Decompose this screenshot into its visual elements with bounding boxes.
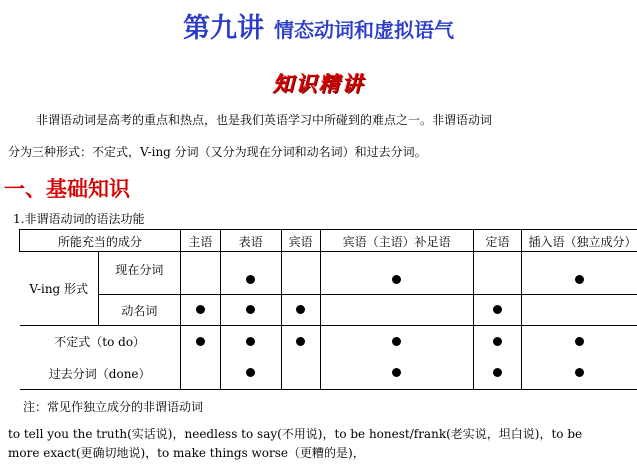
section-heading: 一、基础知识: [4, 177, 130, 201]
col-header-object: 宾语: [281, 230, 320, 252]
mark-dot: [246, 368, 255, 377]
knowledge-subtitle: 知识精讲: [272, 72, 365, 96]
page-title: [0, 6, 637, 45]
mark-dot: [296, 337, 305, 346]
mark-r3-c3: [320, 358, 473, 390]
mark-dot: [493, 368, 502, 377]
mark-dot: [493, 337, 502, 346]
mark-dot: [246, 337, 255, 346]
col-header-parenthesis: 插入语（独立成分）: [522, 230, 637, 252]
mark-dot: [246, 305, 255, 314]
mark-r0-c1: [220, 252, 281, 295]
mark-dot: [296, 305, 305, 314]
row-label-past-participle: 过去分词（done）: [20, 358, 181, 390]
mark-r3-c2: [281, 358, 320, 390]
mark-r1-c2: [281, 295, 320, 326]
table-corner-header: 所能充当的成分: [20, 230, 181, 252]
mark-dot: [196, 305, 205, 314]
table-subheading: 1.非谓语动词的语法功能: [13, 212, 145, 226]
mark-r3-c0: [180, 358, 220, 390]
mark-dot: [246, 275, 255, 284]
mark-dot: [392, 275, 401, 284]
mark-r2-c2: [281, 326, 320, 358]
examples-line-2: more exact(更确切地说)，to make things worse（更糟的是)，: [8, 446, 365, 460]
mark-r1-c3: [320, 295, 473, 326]
mark-r0-c3: [320, 252, 473, 295]
intro-line-1: 非谓语动词是高考的重点和热点，也是我们英语学习中所碰到的难点之一。非谓语动词: [36, 113, 493, 127]
mark-r1-c1: [220, 295, 281, 326]
row-label-infinitive: 不定式（to do）: [20, 326, 181, 358]
mark-dot: [196, 337, 205, 346]
mark-r1-c0: [180, 295, 220, 326]
mark-r1-c4: [473, 295, 522, 326]
mark-r0-c2: [281, 252, 320, 295]
col-header-subject: 主语: [180, 230, 220, 252]
mark-r0-c0: [180, 252, 220, 295]
mark-r2-c3: [320, 326, 473, 358]
mark-dot: [392, 368, 401, 377]
row-label-present-participle: 现在分词: [98, 252, 180, 295]
mark-r3-c5: [522, 358, 637, 390]
col-header-complement: 宾语（主语）补足语: [320, 230, 473, 252]
mark-dot: [575, 368, 584, 377]
mark-r2-c0: [180, 326, 220, 358]
examples-line-1: to tell you the truth(实话说)，needless to say(不用说)，to be honest/frank(老实说，坦白说)，to be: [8, 427, 583, 441]
mark-dot: [493, 305, 502, 314]
row-label-gerund: 动名词: [98, 295, 180, 326]
mark-r1-c5: [522, 295, 637, 326]
mark-r2-c4: [473, 326, 522, 358]
col-header-predicative: 表语: [220, 230, 281, 252]
function-table: [19, 229, 637, 390]
mark-r3-c1: [220, 358, 281, 390]
lesson-topic: 情态动词和虚拟语气: [274, 18, 454, 42]
col-header-attributive: 定语: [473, 230, 522, 252]
mark-dot: [575, 337, 584, 346]
lesson-number: 第九讲: [183, 13, 264, 44]
mark-r2-c5: [522, 326, 637, 358]
row-group-ving: V-ing 形式: [20, 252, 99, 326]
note-text: 注：常见作独立成分的非谓语动词: [23, 400, 204, 414]
mark-dot: [392, 337, 401, 346]
mark-dot: [575, 275, 584, 284]
mark-r3-c4: [473, 358, 522, 390]
intro-line-2: 分为三种形式：不定式，V-ing 分词（又分为现在分词和动名词）和过去分词。: [8, 145, 427, 159]
mark-r0-c4: [473, 252, 522, 295]
mark-r2-c1: [220, 326, 281, 358]
mark-r0-c5: [522, 252, 637, 295]
